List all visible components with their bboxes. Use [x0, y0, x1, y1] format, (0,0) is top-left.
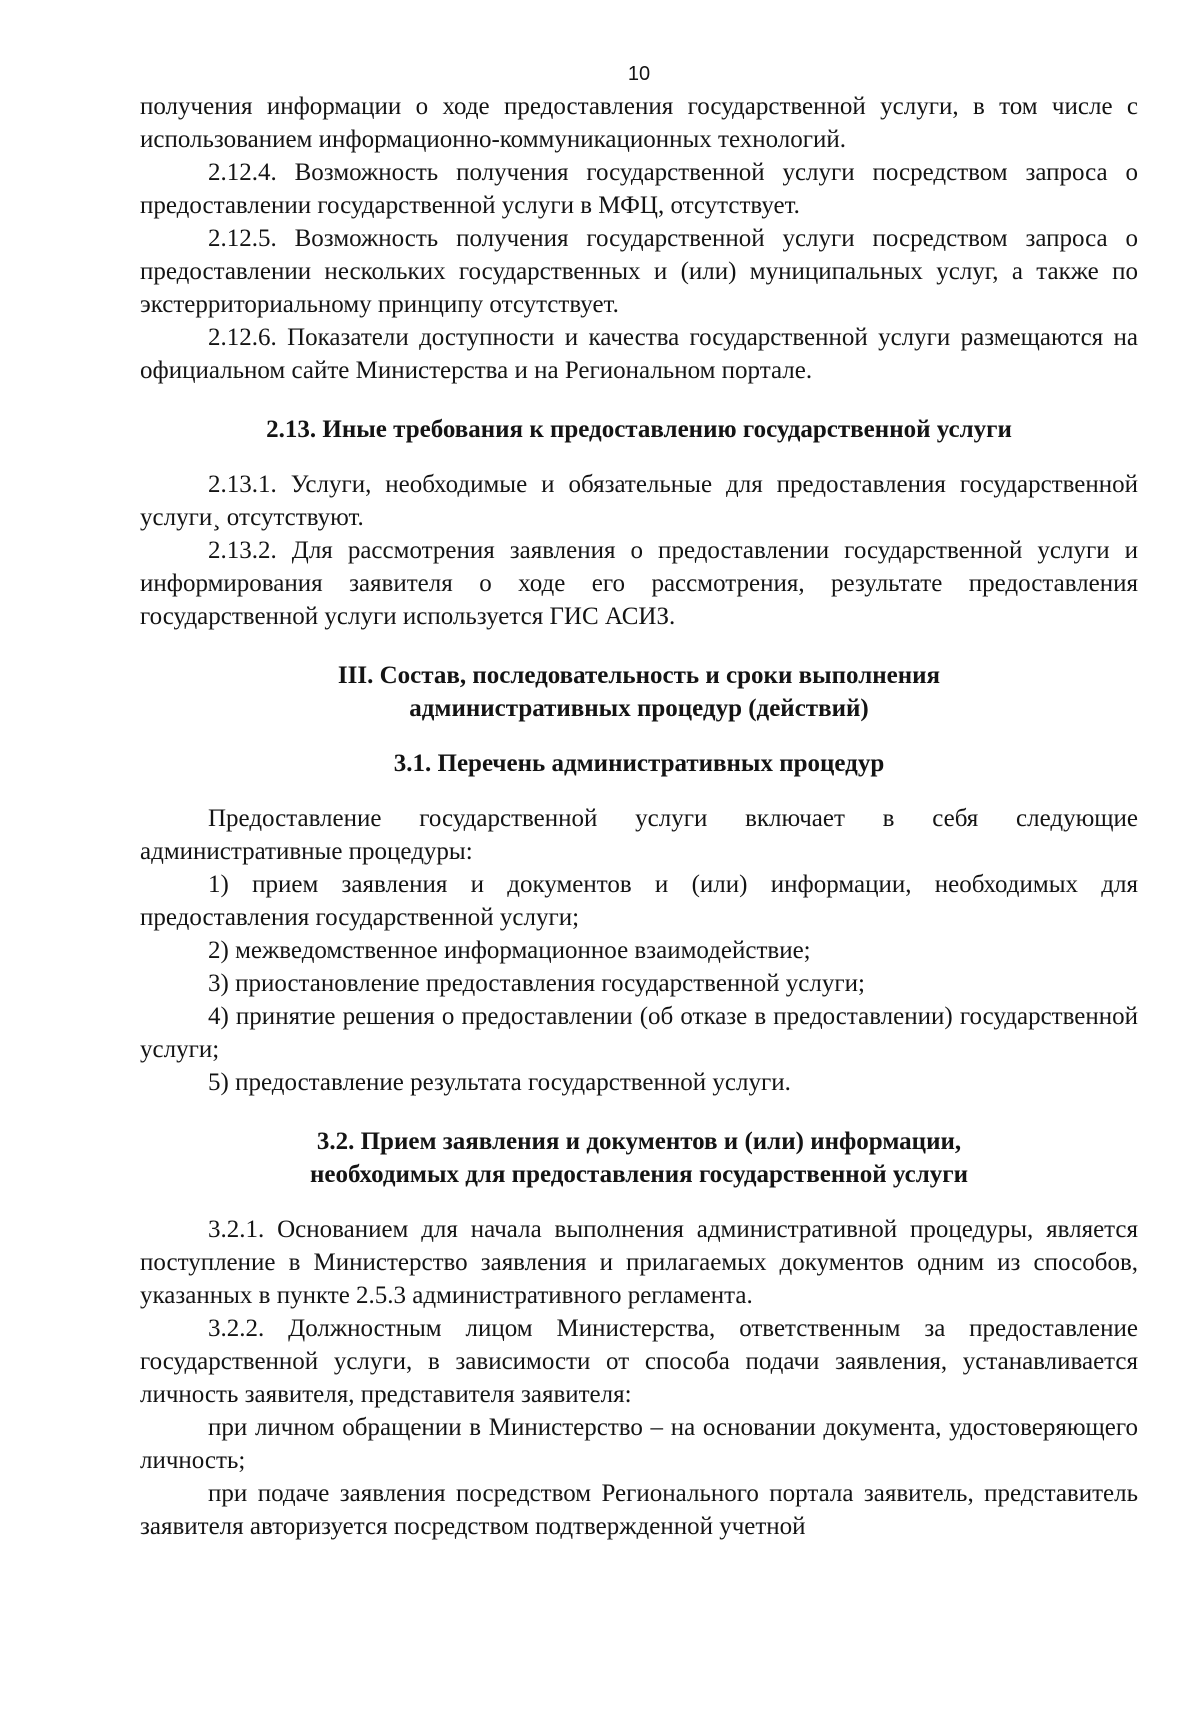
heading-section-III [140, 659, 1138, 725]
paragraph-2-13-2: 2.13.2. Для рассмотрения заявления о предоставлении государственной услуги и информирования заявителя о ходе его рассмотрения, результате предоставления государственной услуги используется ГИС АСИЗ. [140, 537, 1138, 630]
paragraph-2-12-4: 2.12.4. Возможность получения государственной услуги посредством запроса о предоставлении государственной услуги в МФЦ, отсутствует. [140, 159, 1138, 219]
paragraph-portal-submission: при подаче заявления посредством Регионального портала заявитель, представитель заявителя авторизуется посредством подтвержденной учетной [140, 1480, 1138, 1540]
list-item-3: 3) приостановление предоставления государственной услуги; [208, 970, 865, 997]
paragraph-3-2-2: 3.2.2. Должностным лицом Министерства, ответственным за предоставление государственной услуги, в зависимости от способа подачи заявления, устанавливается личность заявителя, представителя заявителя: [140, 1315, 1138, 1408]
heading-3-1: 3.1. Перечень административных процедур [393, 750, 885, 777]
list-item-4: 4) принятие решения о предоставлении (об отказе в предоставлении) государственной услуги; [140, 1003, 1138, 1063]
paragraph-personal-visit: при личном обращении в Министерство – на основании документа, удостоверяющего личность; [140, 1414, 1138, 1474]
heading-section-III-line1: III. Состав, последовательность и сроки выполнения [337, 662, 941, 689]
heading-3-2 [140, 1125, 1138, 1191]
paragraph-2-12-6: 2.12.6. Показатели доступности и качества государственной услуги размещаются на официальном сайте Министерства и на Региональном портале. [140, 324, 1138, 384]
paragraph-3-1-intro: Предоставление государственной услуги включает в себя следующие административные процедуры: [140, 805, 1138, 865]
paragraph-continuation: получения информации о ходе предоставления государственной услуги, в том числе с использованием информационно-коммуникационных технологий. [140, 93, 1138, 153]
paragraph-2-12-5: 2.12.5. Возможность получения государственной услуги посредством запроса о предоставлении нескольких государственных и (или) муниципальных услуг, а также по экстерриториальному принципу отсутствует. [140, 225, 1138, 318]
heading-3-2-line1: 3.2. Прием заявления и документов и (или) информации, [316, 1128, 962, 1155]
list-item-2: 2) межведомственное информационное взаимодействие; [208, 937, 811, 964]
paragraph-2-13-1: 2.13.1. Услуги, необходимые и обязательные для предоставления государственной услуги¸ отсутствуют. [140, 471, 1138, 531]
list-item-5: 5) предоставление результата государственной услуги. [208, 1069, 791, 1096]
heading-2-13: 2.13. Иные требования к предоставлению государственной услуги [266, 416, 1012, 443]
page-number: 10 [627, 63, 651, 85]
heading-3-2-line2: необходимых для предоставления государственной услуги [310, 1161, 968, 1188]
heading-section-III-line2: административных процедур (действий) [409, 695, 869, 722]
paragraph-3-2-1: 3.2.1. Основанием для начала выполнения административной процедуры, является поступление в Министерство заявления и прилагаемых документов одним из способов, указанных в пункте 2.5.3 административного регламента. [140, 1216, 1138, 1309]
list-item-1: 1) прием заявления и документов и (или) информации, необходимых для предоставления государственной услуги; [140, 871, 1138, 931]
